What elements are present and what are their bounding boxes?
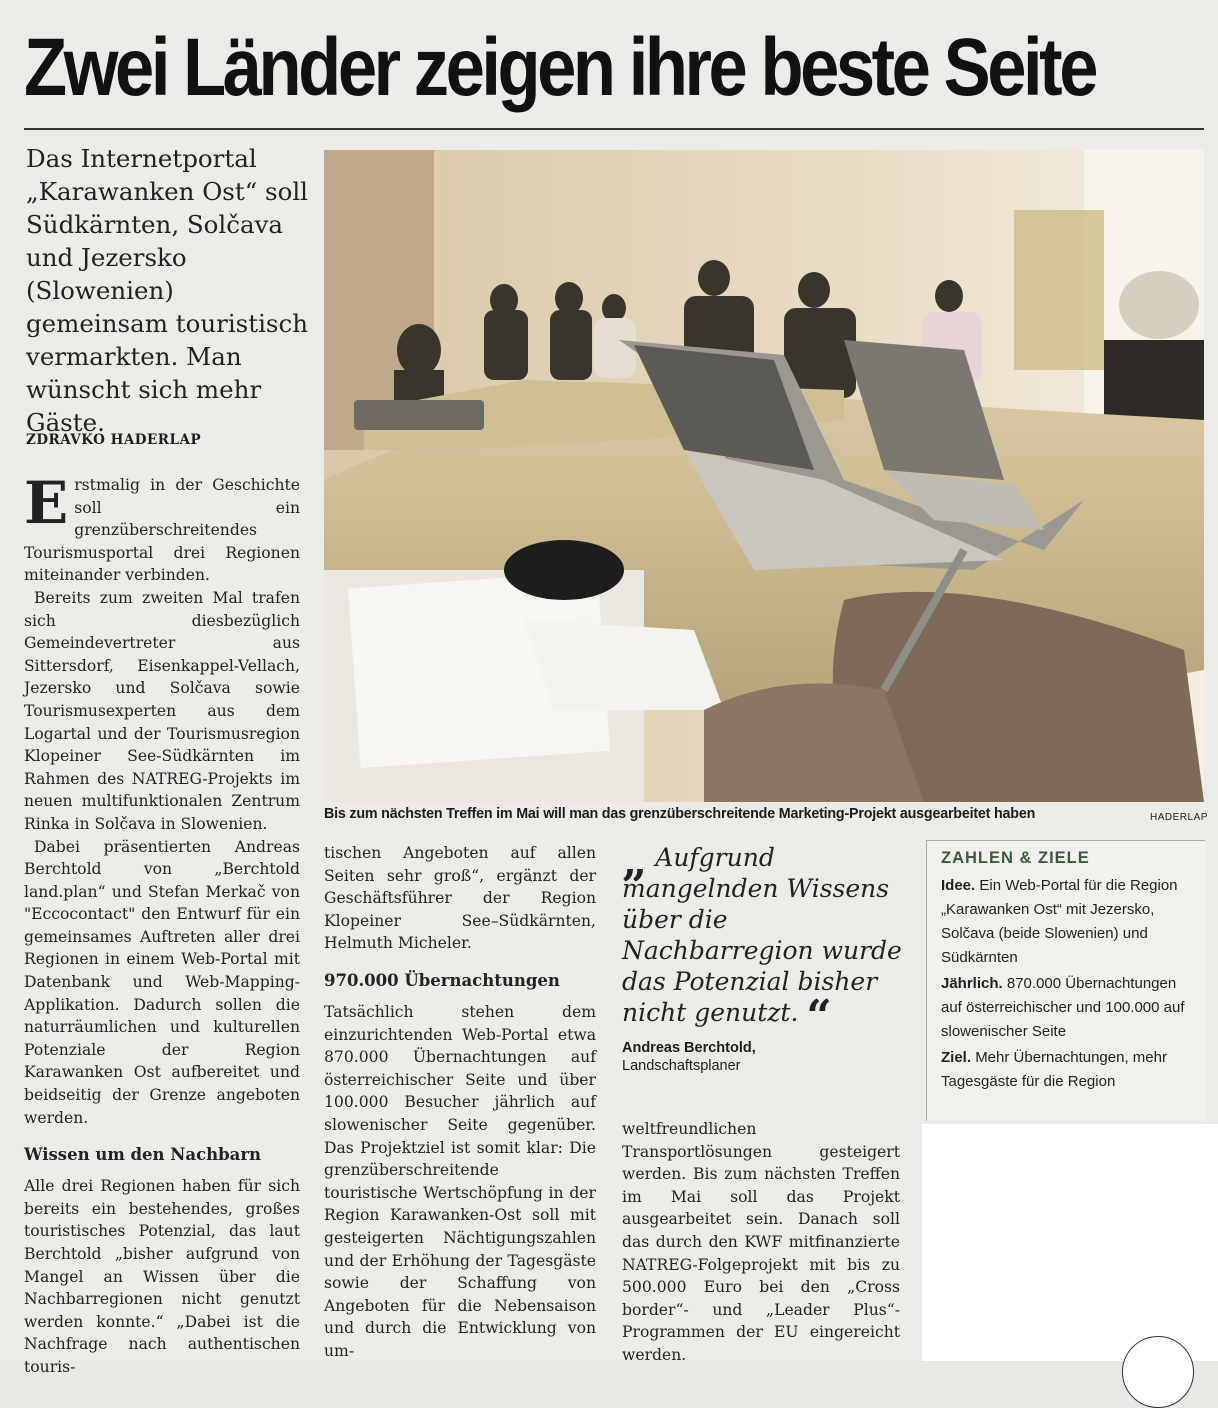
drop-cap: E [24,469,69,537]
pull-quote-text [622,836,902,1042]
blank-area [922,1124,1218,1361]
meeting-photo [324,150,1204,802]
subheading: Wissen um den Nachbarn [24,1145,262,1165]
fact-text: Ein Web-Portal für die Region „Karawanken Ost“ mit Jezersko, Solčava (beide Slowenien) und Südkärnten [941,877,1178,966]
stamp-seal [1122,1336,1194,1408]
body-paragraph: Dabei präsentierten Andreas Berchtold von „Berchtold land.plan“ und Stefan Merkač von "Eccocontact" den Entwurf für ein gemeinsames Auftreten aller drei Regionen in einem Web-Portal mit Datenbank und Web-Mapping-Applikation. Dadurch sollen die naturräumlichen und kulturellen Potenziale der Region Karawanken Ost aufbereitet und beidseitig der Grenze angeboten werden. [24,837,300,1127]
photo-credit: HADERLAP [1150,812,1208,823]
fact-text: 870.000 Übernachtungen auf österreichischer und 100.000 auf slowenischer Seite [941,975,1185,1040]
article-column-2 [324,842,596,1362]
quote-author: Andreas Berchtold, [622,1040,756,1056]
fact-label: Ziel. [941,1049,972,1066]
subheading: 970.000 Übernachtungen [324,970,560,990]
fact-list [941,874,1195,1094]
open-quote-mark: „ [622,836,648,887]
body-paragraph: tischen Angeboten auf allen Seiten sehr groß“, ergänzt der Geschäftsführer der Region Klopeiner See–Südkärnten, Helmuth Micheler. [324,844,596,953]
byline: ZDRAVKO HADERLAP [26,432,202,448]
fact-item [941,874,1195,970]
body-paragraph: Alle drei Regionen haben für sich bereits ein bestehendes, großes touristisches Potenzial, das laut Berchtold „bisher aufgrund von Mangel an Wissen über die Nachbarregionen nicht genutzt werden konnte.“ „Dabei ist die Nachfrage nach authentischen touris- [24,1177,300,1376]
headline: Zwei Länder zeigen ihre beste Seite [24,22,1095,113]
meeting-photo-image [324,150,1204,802]
fact-box-title: ZAHLEN & ZIELE [941,849,1090,867]
close-quote-mark: “ [806,991,832,1042]
quote-author-role: Landschaftsplaner [622,1058,741,1074]
article-column-1 [24,469,300,1379]
fact-text: Mehr Übernachtungen, mehr Tagesgäste für die Region [941,1049,1167,1090]
headline-rule [24,128,1204,130]
lead-paragraph: Das Internetportal „Karawanken Ost“ soll Südkärnten, Solčava und Jezersko (Slowenien) gemeinsam touristisch vermarkten. Man wünscht sich mehr Gäste. [26,144,309,437]
fact-item [941,972,1195,1044]
pull-quote [622,836,902,1074]
intro-paragraph [24,469,300,587]
body-paragraph: Tatsächlich stehen dem einzurichtenden Web-Portal etwa 870.000 Übernachtungen auf österreichischer Seite und über 100.000 Besucher jährlich auf slowenischer Seite gegenüber. Das Projektziel ist somit klar: Die grenzüberschreitende touristische Wertschöpfung in der Region Karawanken-Ost soll mit gesteigerten Nächtigungszahlen und der Erhöhung der Tagesgäste sowie der Schaffung von Angeboten für die Nebensaison und durch die Entwicklung von um- [324,1002,596,1360]
quote-body: Aufgrund mangelnden Wissens über die Nachbarregion wurde das Potenzial bisher nicht genutzt. [622,843,902,1027]
fact-item [941,1046,1195,1094]
article-column-3 [622,1118,900,1367]
intro-text: rstmalig in der Geschichte soll ein grenzüberschreitendes Tourismusportal drei Regionen miteinander verbinden. [24,476,300,585]
fact-label: Jährlich. [941,975,1003,992]
fact-label: Idee. [941,877,976,894]
body-paragraph: weltfreundlichen Transportlösungen gesteigert werden. Bis zum nächsten Treffen im Mai soll das Projekt ausgearbeitet sein. Danach soll das durch den KWF mitfinanzierte NATREG-Folgeprojekt mit bis zu 500.000 Euro bei den „Cross border“- und „Leader Plus“-Programmen der EU eingereicht werden. [622,1120,900,1364]
fact-box [926,840,1205,1121]
photo-caption: Bis zum nächsten Treffen im Mai will man das grenzüberschreitende Marketing-Projekt ausgearbeitet haben [324,806,1036,822]
body-paragraph: Bereits zum zweiten Mal trafen sich diesbezüglich Gemeindevertreter aus Sittersdorf, Eisenkappel-Vellach, Jezersko und Solčava sowie Tourismusexperten aus dem Logartal und der Tourismusregion Klopeiner See-Südkärnten im Rahmen des NATREG-Projekts im neuen multifunktionalen Zentrum Rinka in Solčava in Slowenien. [24,588,300,833]
